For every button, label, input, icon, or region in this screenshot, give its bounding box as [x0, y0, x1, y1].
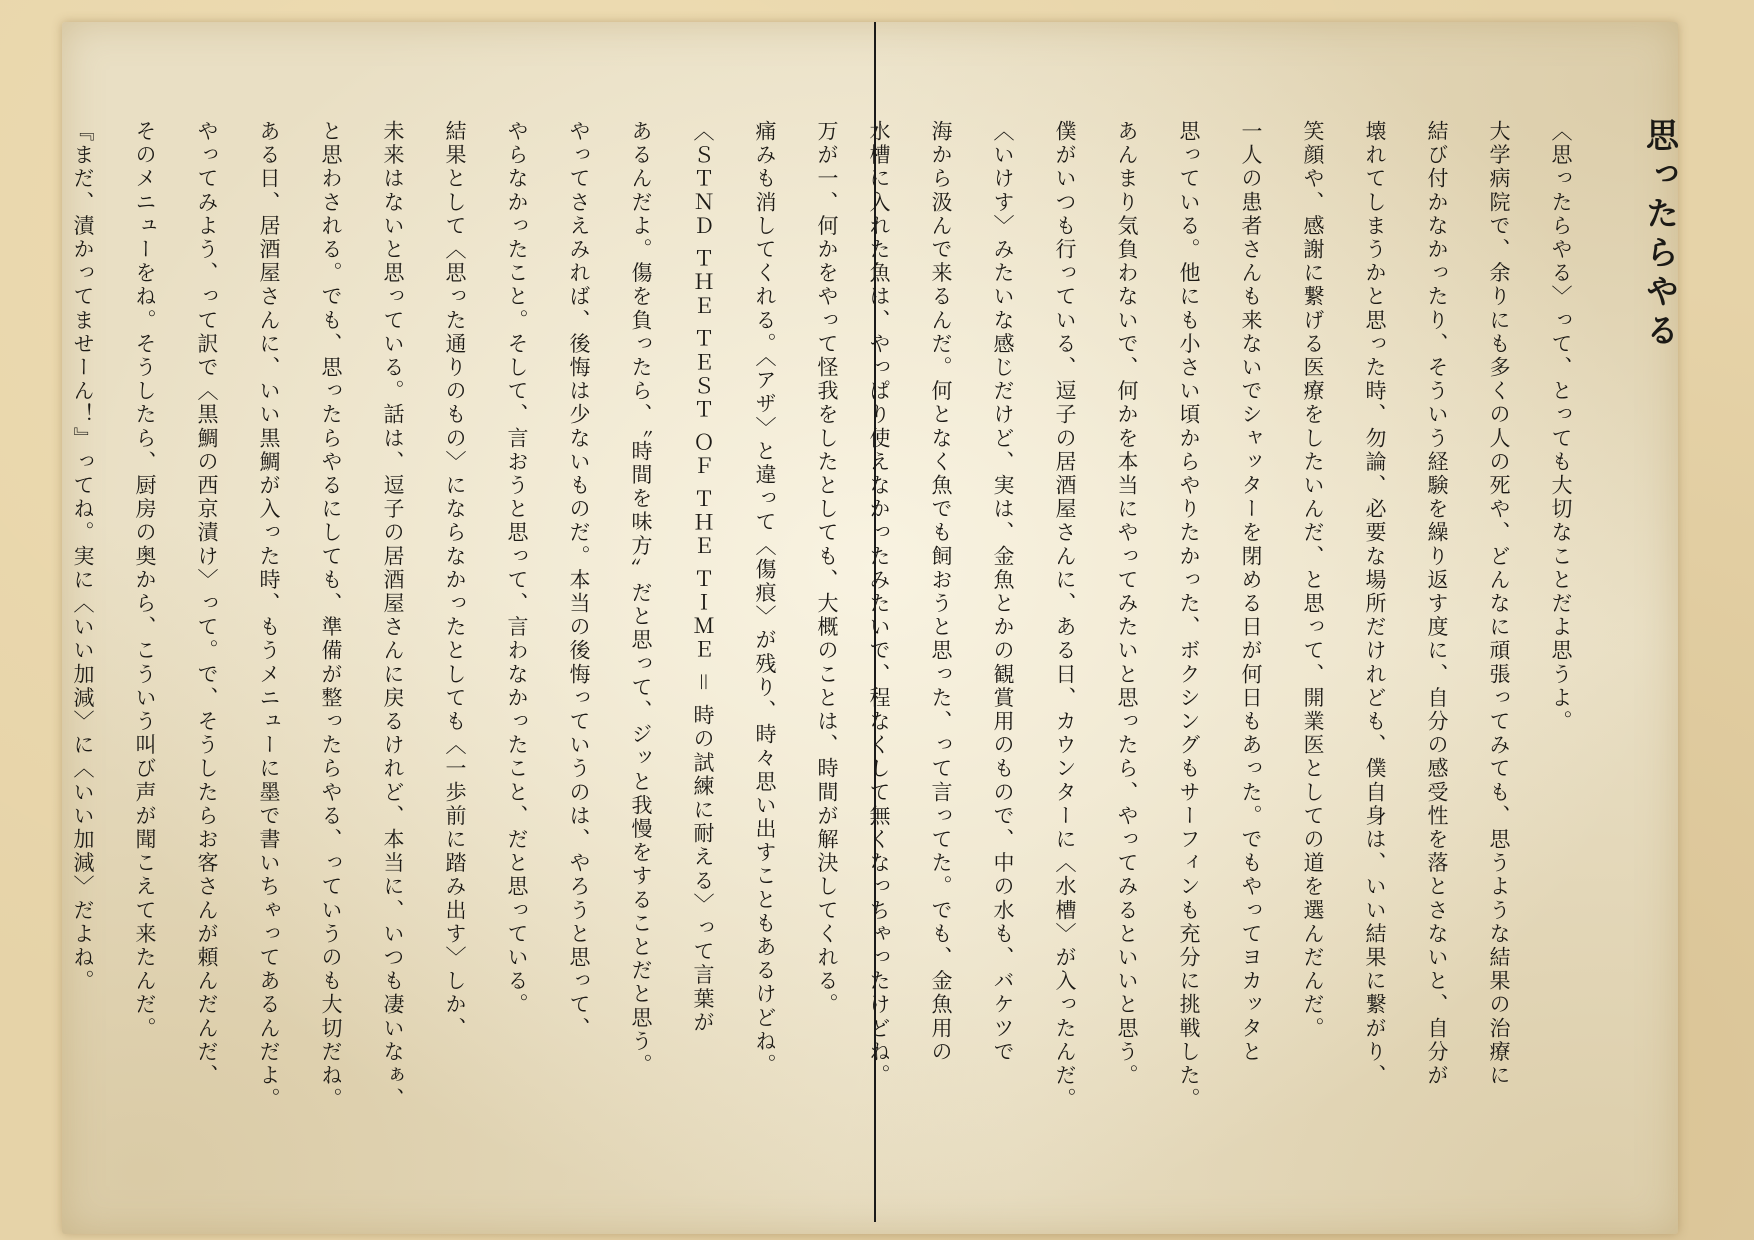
- text-line: 壊れてしまうかと思った時、勿論、必要な場所だけれども、僕自身は、いい結果に繋がり、: [1363, 120, 1387, 1088]
- text-line: あるんだよ。傷を負ったら、〝時間を味方〟だと思って、ジッと我慢をすることだと思う。: [629, 120, 653, 1078]
- text-line: ある日、居酒屋さんに、いい黒鯛が入った時、もうメニューに墨で書いちゃってあるんだよ。: [257, 120, 281, 1112]
- left-page-text: [52, 120, 858, 1140]
- essay-title: 思ったらやる: [1641, 118, 1680, 352]
- text-line: そのメニューをね。そうしたら、厨房の奥から、こういう叫び声が聞こえて来たんだ。: [133, 120, 157, 1041]
- text-line: と思わされる。でも、思ったらやるにしても、準備が整ったらやる、っていうのも大切だね。: [319, 120, 343, 1112]
- text-line: 大学病院で、余りにも多くの人の死や、どんなに頑張ってみても、思うような結果の治療に: [1487, 120, 1511, 1088]
- text-line: 思っている。他にも小さい頃からやりたかった、ボクシングもサーフィンも充分に挑戦した。: [1177, 120, 1201, 1112]
- text-line: やってみよう、って訳で〈黒鯛の西京漬け〉って。で、そうしたらお客さんが頼んだんだ、: [195, 120, 219, 1088]
- text-line: 結果として〈思った通りのもの〉にならなかったとしても〈一歩前に踏み出す〉しか、: [443, 120, 467, 1041]
- text-line: 〈ＳＴＮＤ ＴＨＥ ＴＥＳＴ ＯＦ ＴＨＥ ＴＩＭＥ ＝ 時の試練に耐える〉って言葉が: [691, 120, 715, 1035]
- right-page-text: [848, 120, 1592, 1140]
- text-line: あんまり気負わないで、何かを本当にやってみたいと思ったら、やってみるといいと思う。: [1115, 120, 1139, 1088]
- text-line: 万が一、何かをやって怪我をしたとしても、大概のことは、時間が解決してくれる。: [815, 120, 839, 1017]
- text-line: やってさえみれば、後悔は少ないものだ。本当の後悔っていうのは、やろうと思って、: [567, 120, 591, 1041]
- text-line: 海から汲んで来るんだ。何となく魚でも飼おうと思った、って言ってた。でも、金魚用の: [929, 120, 953, 1064]
- text-line: 一人の患者さんも来ないでシャッターを閉める日が何日もあった。でもやってヨカッタと: [1239, 120, 1263, 1064]
- text-line: 水槽に入れた魚は、やっぱり使えなかったみたいで、程なくして無くなっちゃったけどね。: [867, 120, 891, 1088]
- text-line: 〈思ったらやる〉って、とっても大切なことだよ思うよ。: [1549, 120, 1573, 734]
- text-line: 『まだ、漬かってませーん！』ってね。実に〈いい加減〉に〈いい加減〉だよね。: [71, 120, 95, 994]
- text-line: やらなかったこと。そして、言おうと思って、言わなかったこと、だと思っている。: [505, 120, 529, 1017]
- text-line: 笑顔や、感謝に繋げる医療をしたいんだ、と思って、開業医としての道を選んだんだ。: [1301, 120, 1325, 1041]
- text-line: 痛みも消してくれる。〈アザ〉と違って〈傷痕〉が残り、時々思い出すこともあるけどね。: [753, 120, 777, 1078]
- text-line: 〈いけす〉みたいな感じだけど、実は、金魚とかの観賞用のもので、中の水も、バケツで: [991, 120, 1015, 1064]
- text-line: 僕がいつも行っている、逗子の居酒屋さんに、ある日、カウンターに〈水槽〉が入ったんだ。: [1053, 120, 1077, 1112]
- text-line: 結び付かなかったり、そういう経験を繰り返す度に、自分の感受性を落とさないと、自分が: [1425, 120, 1449, 1088]
- text-line: 未来はないと思っている。話は、逗子の居酒屋さんに戻るけれど、本当に、いつも凄いなぁ、: [381, 120, 405, 1112]
